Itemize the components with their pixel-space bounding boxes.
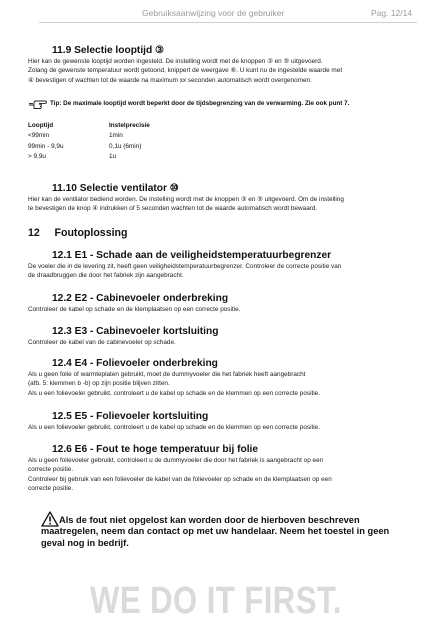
paragraph-line: te bevestigen de knop ④ indrukken of 5 seconden wachten tot de waarde automatisch wordt bewaard. bbox=[28, 205, 318, 213]
section-12-5-text bbox=[28, 423, 426, 432]
section-12-1-heading: 12.1 E1 - Schade aan de veiligheidstemperatuurbegrenzer bbox=[52, 250, 332, 261]
paragraph-line: Controleer de kabel van de cabinevoeler op schade. bbox=[28, 339, 176, 346]
section-12-3-heading: 12.3 E3 - Cabinevoeler kortsluiting bbox=[52, 326, 219, 337]
paragraph-line: Zolang de gewenste temperatuur wordt getoond, knippert de weergave ⑥. U kunt nu de ingestelde waarde met bbox=[28, 67, 343, 75]
section-11-10-heading: 11.10 Selectie ventilator ⑩ bbox=[52, 183, 179, 194]
document-title: Gebruiksaanwijzing voor de gebruiker bbox=[142, 8, 285, 18]
section-12-6-heading: 12.6 E6 - Fout te hoge temperatuur bij folie bbox=[52, 444, 259, 455]
paragraph-line: Als u geen folievoeler gebruikt, controleert u de dummyvoeler die door het fabriek is aangebracht op een bbox=[28, 457, 324, 464]
table-cell: 1u bbox=[109, 152, 117, 160]
section-12-4-heading: 12.4 E4 - Folievoeler onderbreking bbox=[52, 358, 218, 369]
section-12-2-heading: 12.2 E2 - Cabinevoeler onderbreking bbox=[52, 293, 229, 304]
paragraph-line: de draadbruggen die door het fabriek zijn aangebracht. bbox=[28, 272, 184, 280]
paragraph-line: Hier kan de ventilator bediend worden. De instelling wordt met de knoppen ③ en ⑤ uitgevoerd. Om de instelling bbox=[28, 196, 344, 203]
paragraph-line: Als u geen folie of warmteplaten gebruikt, moet de dummyvoeler die het fabriek heeft aangebracht bbox=[28, 371, 306, 378]
warning-line: geval nog in bedrijf. bbox=[41, 537, 129, 548]
paragraph-line: Als u een folievoeler gebruikt, controleert u de kabel op schade en de klemmen op een correcte positie. bbox=[28, 389, 321, 397]
table-cell: > 9,9u bbox=[28, 152, 46, 160]
table-cell: <99min bbox=[28, 132, 50, 140]
pointing-hand-icon bbox=[28, 97, 47, 115]
paragraph-line: De voeler die in de levering zit, heeft geen veiligheidstemperatuurbegrenzer. Controleer de correcte positie van bbox=[28, 263, 342, 270]
table-cell: 0,1u (6min) bbox=[109, 142, 142, 150]
paragraph-line: Hier kan de gewenste looptijd worden ingesteld. De instelling wordt met de knoppen ③ en ⑤ uitgevoerd. bbox=[28, 58, 323, 65]
paragraph-line: correcte positie. bbox=[28, 466, 74, 474]
section-11-10-text bbox=[28, 195, 426, 214]
paragraph-line: Controleer bij gebruik van een folievoeler de kabel van de folievoeler op schade en de klemplaatsen op een bbox=[28, 475, 332, 483]
tip-text: Tip: De maximale looptijd wordt beperkt door de tijdsbegrenzing van de verwarming. Zie ook punt 7. bbox=[50, 100, 350, 107]
section-12-3-text bbox=[28, 338, 426, 347]
header-divider bbox=[39, 22, 417, 23]
paragraph-line: correcte positie. bbox=[28, 485, 74, 493]
page-number: Pag. 12/14 bbox=[371, 8, 413, 18]
section-12-5-heading: 12.5 E5 - Folievoeler kortsluiting bbox=[52, 411, 209, 422]
chapter-12-heading: 12 Foutoplossing bbox=[28, 227, 128, 239]
column-header: Instelprecisie bbox=[109, 122, 150, 129]
warning-text bbox=[41, 515, 431, 549]
runtime-table bbox=[28, 121, 228, 166]
table-cell: 1min bbox=[109, 132, 123, 140]
paragraph-line: Controleer de kabel op schade en de klemplaatsen op een correcte positie. bbox=[28, 306, 241, 313]
paragraph-line: (afb. 5: klemmen b -b) op zijn positie blijven zitten. bbox=[28, 380, 170, 388]
section-12-2-text bbox=[28, 305, 426, 314]
warning-line: Als de fout niet opgelost kan worden door de hierboven beschreven bbox=[59, 515, 360, 525]
paragraph-line: ④ bevestigen of wachten tot de waarde na maximum xx seconden automatisch wordt overgenomen. bbox=[28, 76, 312, 84]
column-header: Looptijd bbox=[28, 122, 54, 129]
warning-line: maatregelen, neem dan contact op met uw handelaar. Neem het toestel in geen bbox=[41, 526, 390, 537]
section-11-9-heading: 11.9 Selectie looptijd ③ bbox=[52, 45, 165, 56]
section-12-4-text bbox=[28, 370, 426, 398]
company-slogan: WE DO IT FIRST. bbox=[90, 580, 342, 622]
section-12-1-text bbox=[28, 262, 426, 281]
section-11-9-text bbox=[28, 57, 426, 85]
section-12-6-text bbox=[28, 456, 426, 494]
table-cell: 99min - 9,9u bbox=[28, 142, 64, 150]
paragraph-line: Als u een folievoeler gebruikt, controleert u de kabel op schade en de klemmen op een correcte positie. bbox=[28, 424, 321, 431]
